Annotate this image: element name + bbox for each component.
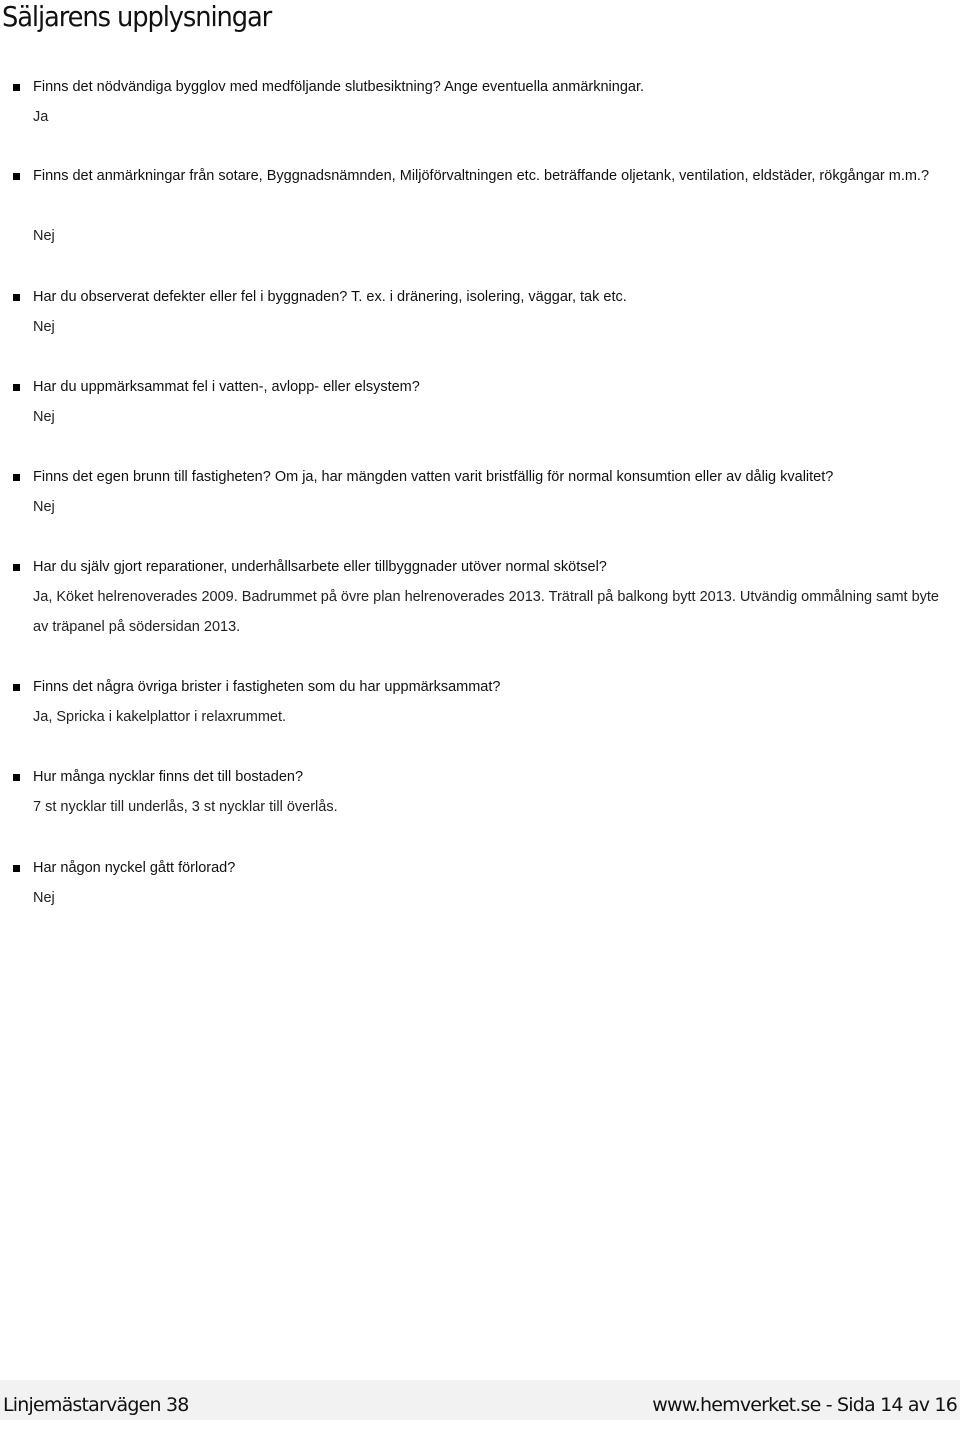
bullet-icon xyxy=(13,865,20,872)
bullet-icon xyxy=(13,384,20,391)
bullet-icon xyxy=(13,474,20,481)
bullet-icon xyxy=(13,173,20,180)
answer-text: Nej xyxy=(33,228,55,244)
question-text: Har du uppmärksammat fel i vatten-, avlopp- eller elsystem? xyxy=(33,379,420,395)
bullet-icon xyxy=(13,774,20,781)
bullet-icon xyxy=(13,564,20,571)
question-text: Finns det nödvändiga bygglov med medföljande slutbesiktning? Ange eventuella anmärkningar. xyxy=(33,79,645,95)
answer-text: Ja, Köket helrenoverades 2009. Badrummet på övre plan helrenoverades 2013. Trätrall på balkong bytt 2013. Utvändig ommålning samt byte av träpanel på södersidan 2013. xyxy=(33,589,939,635)
footer-address: Linjemästarvägen 38 xyxy=(3,1394,189,1416)
page-footer xyxy=(0,1380,960,1420)
answer-text: Nej xyxy=(33,499,55,515)
question-text: Har du själv gjort reparationer, underhållsarbete eller tillbyggnader utöver normal skötsel? xyxy=(33,559,607,575)
question-text: Finns det några övriga brister i fastigheten som du har uppmärksammat? xyxy=(33,679,501,695)
bullet-icon xyxy=(13,294,20,301)
answer-text: Ja, Spricka i kakelplattor i relaxrummet. xyxy=(33,709,287,725)
answer-text: Nej xyxy=(33,890,55,906)
question-text: Hur många nycklar finns det till bostaden? xyxy=(33,769,304,785)
footer-page-info: www.hemverket.se - Sida 14 av 16 xyxy=(652,1394,957,1416)
answer-text: Nej xyxy=(33,319,55,335)
page-title: Säljarens upplysningar xyxy=(2,0,272,33)
bullet-icon xyxy=(13,84,20,91)
answer-text: Nej xyxy=(33,409,55,425)
question-text: Har någon nyckel gått förlorad? xyxy=(33,860,236,876)
question-text: Finns det anmärkningar från sotare, Byggnadsnämnden, Miljöförvaltningen etc. beträffande oljetank, ventilation, eldstäder, rökgångar m.m.? xyxy=(33,168,930,184)
bullet-icon xyxy=(13,684,20,691)
question-text: Har du observerat defekter eller fel i byggnaden? T. ex. i dränering, isolering, väggar, tak etc. xyxy=(33,289,627,305)
question-text: Finns det egen brunn till fastigheten? Om ja, har mängden vatten varit bristfällig för normal konsumtion eller av dålig kvalitet? xyxy=(33,469,834,485)
answer-text: Ja xyxy=(33,109,49,125)
answer-text: 7 st nycklar till underlås, 3 st nycklar till överlås. xyxy=(33,799,338,815)
